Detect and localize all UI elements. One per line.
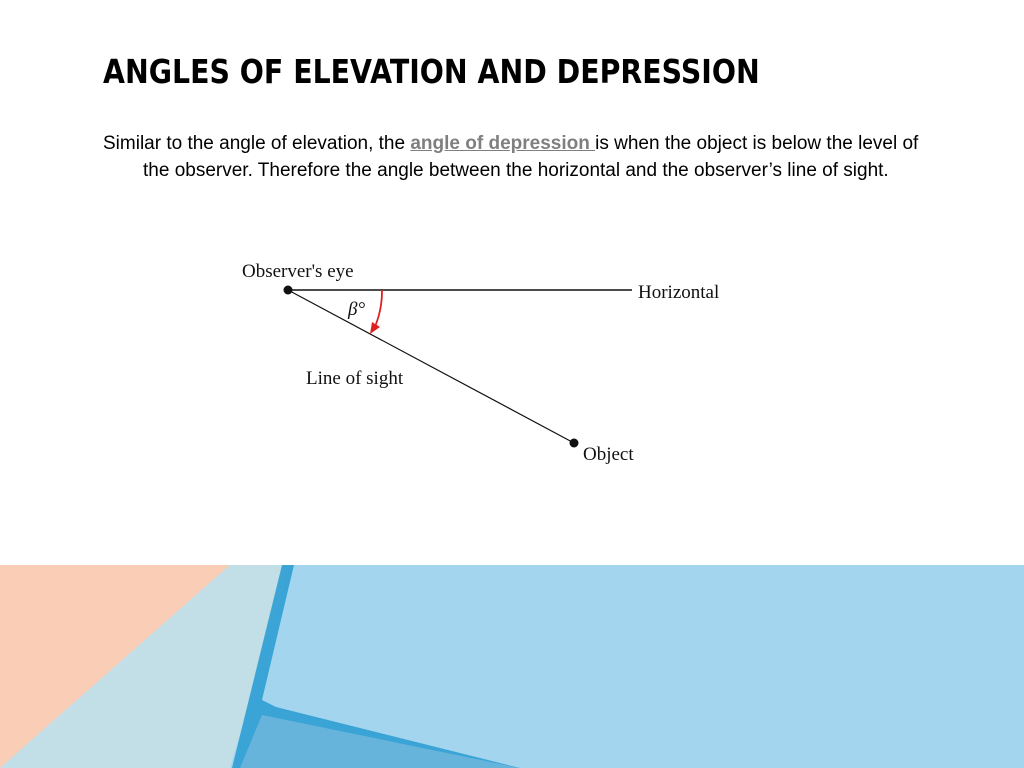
angle-arc-arrow	[374, 290, 382, 329]
body-paragraph	[103, 130, 933, 184]
slide-title: ANGLES OF ELEVATION AND DEPRESSION	[103, 52, 760, 91]
object-label: Object	[583, 444, 634, 465]
horizontal-label: Horizontal	[638, 282, 720, 303]
angle-of-depression-link[interactable]: angle of depression	[410, 133, 596, 154]
body-text-after: is when the object is below the level of the observer. Therefore the angle between the horizontal and the observer’s line of sight.	[143, 133, 919, 181]
line-of-sight-label: Line of sight	[306, 368, 404, 389]
body-text-before: Similar to the angle of elevation, the	[103, 133, 411, 154]
angle-arrowhead	[370, 322, 380, 334]
line-of-sight-line	[288, 290, 574, 443]
observer-eye-label: Observer's eye	[242, 261, 354, 282]
observer-eye-point	[284, 286, 293, 295]
footer-decoration	[0, 565, 1024, 768]
angle-of-depression-diagram	[230, 252, 760, 477]
angle-label: β°	[348, 299, 366, 320]
object-point	[570, 439, 579, 448]
